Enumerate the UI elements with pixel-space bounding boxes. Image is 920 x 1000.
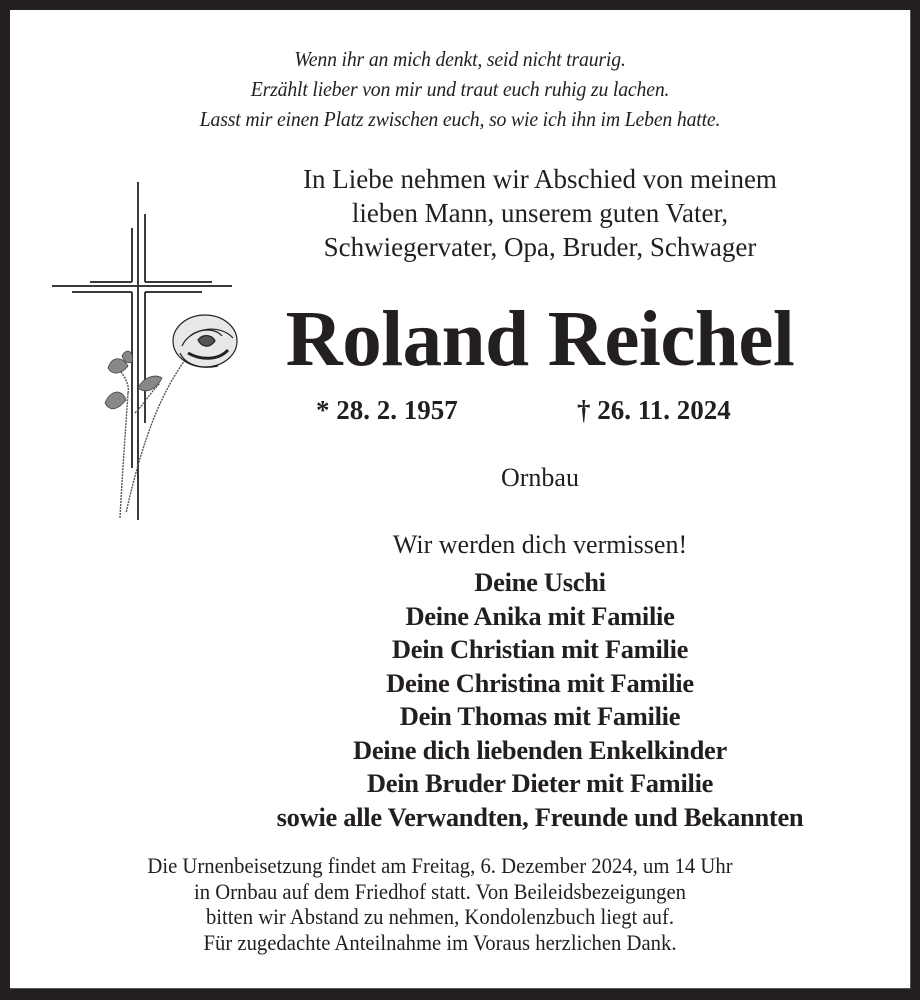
memorial-poem bbox=[46, 44, 874, 134]
mourners-list bbox=[190, 566, 890, 834]
mourner: Deine Anika mit Familie bbox=[405, 600, 675, 631]
intro-line: lieben Mann, unserem guten Vater, bbox=[351, 198, 729, 228]
death-date: † 26. 11. 2024 bbox=[577, 395, 731, 425]
deceased-name: Roland Reichel bbox=[285, 296, 795, 383]
mourner: Dein Christian mit Familie bbox=[391, 634, 689, 664]
mourner: Deine dich liebenden Enkelkinder bbox=[353, 734, 727, 765]
intro-line: Schwiegervater, Opa, Bruder, Schwager bbox=[323, 232, 757, 262]
closing-line: Wir werden dich vermissen! bbox=[392, 530, 688, 559]
notice-line: Die Urnenbeisetzung findet am Freitag, 6. Dezember 2024, um 14 Uhr bbox=[147, 853, 733, 878]
poem-line: Erzählt lieber von mir und traut euch ruhig zu lachen. bbox=[250, 77, 670, 101]
place: Ornbau bbox=[501, 463, 579, 492]
poem-line: Lasst mir einen Platz zwischen euch, so wie ich ihn im Leben hatte. bbox=[199, 107, 721, 131]
intro-text bbox=[250, 162, 830, 264]
mourner: Dein Bruder Dieter mit Familie bbox=[366, 768, 714, 798]
mourner: Deine Uschi bbox=[474, 567, 606, 597]
notice-line: Für zugedachte Anteilnahme im Voraus herzlichen Dank. bbox=[203, 929, 677, 955]
mourner: Dein Thomas mit Familie bbox=[399, 701, 681, 731]
birth-date: * 28. 2. 1957 bbox=[316, 395, 458, 425]
funeral-notice bbox=[73, 853, 806, 955]
intro-line: In Liebe nehmen wir Abschied von meinem bbox=[303, 164, 777, 194]
obituary-card bbox=[10, 10, 911, 989]
mourner: Deine Christina mit Familie bbox=[386, 667, 694, 698]
poem-line: Wenn ihr an mich denkt, seid nicht traurig. bbox=[294, 47, 626, 71]
notice-line: bitten wir Abstand zu nehmen, Kondolenzbuch liegt auf. bbox=[205, 904, 675, 929]
cross-with-rose-icon bbox=[50, 178, 240, 523]
mourner: sowie alle Verwandten, Freunde und Bekannten bbox=[276, 801, 804, 832]
notice-line: in Ornbau auf dem Friedhof statt. Von Beileidsbezeigungen bbox=[193, 878, 687, 904]
